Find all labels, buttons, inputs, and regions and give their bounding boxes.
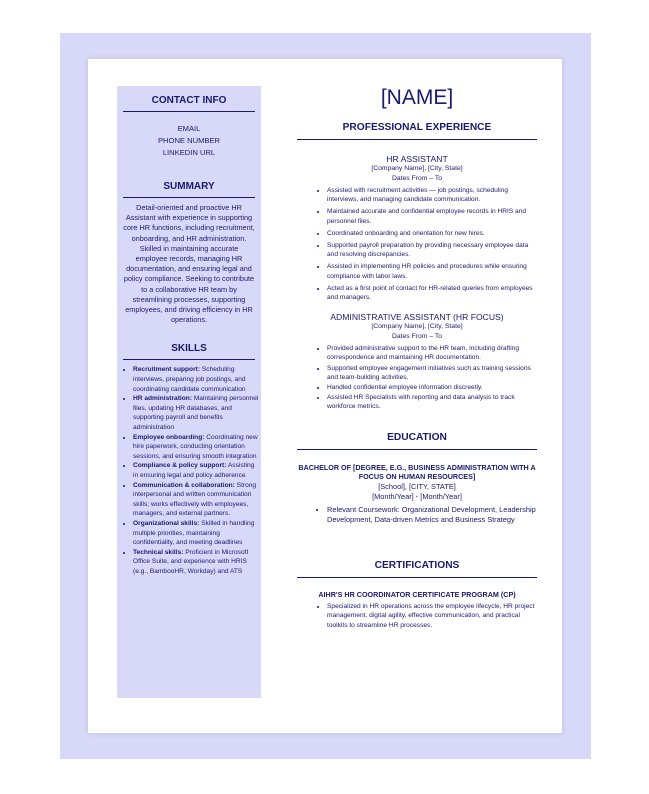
job-company: [Company Name], [City, State] — [371, 165, 463, 172]
summary-heading: SUMMARY — [163, 181, 215, 192]
job-bullet: • Assisted HR Specialists with reporting and data analysis to track workforce metrics. — [327, 393, 537, 411]
skill-text: Skilled in handling multiple priorities, maintaining confidentiality, and meeting deadlines — [133, 519, 255, 547]
certifications-heading: CERTIFICATIONS — [374, 560, 460, 572]
skill-text: Maintaining personnel files, updating HR databases, and supporting payroll and benefits administration — [133, 395, 259, 431]
contact-email: EMAIL — [177, 124, 201, 133]
job-bullets — [297, 186, 537, 302]
job-bullets — [297, 344, 537, 411]
skill-label: Compliance & policy support: — [133, 462, 227, 470]
skill-label: Employee onboarding: — [133, 433, 205, 441]
certificate-bullet: • Specialized in HR operations across the employee lifecycle, HR project management, digital agility, effective communication, and practical toolkits to streamline HR processes. — [327, 602, 537, 630]
skill-item — [133, 433, 261, 462]
education-bullets — [297, 505, 537, 525]
sidebar — [117, 86, 261, 698]
skill-label: Recruitment support: — [133, 366, 201, 374]
certificate-bullets — [297, 602, 537, 630]
skill-item — [133, 519, 261, 548]
summary-text: Detail-oriented and proactive HR Assistant with experience in supporting core HR functions, including recruitment, onboarding, and HR administration. Skilled in maintaining accurate employee records, managing HR documentation, and ensuring legal and policy compliance. Seeking to contribute to a collaborative HR team by streamlining processes, supporting employees, and driving efficiency in HR operations. — [123, 203, 255, 325]
job-bullet: • Coordinated onboarding and orientation for new hires. — [327, 229, 537, 238]
education-dates: [Month/Year] - [Month/Year] — [372, 491, 462, 501]
skill-text: Assisting in ensuring legal and policy adherence — [133, 462, 255, 479]
contact-heading: CONTACT INFO — [151, 95, 227, 106]
skill-item — [133, 365, 261, 394]
skills-heading: SKILLS — [171, 343, 207, 355]
skill-text: Coordinating new hire paperwork, conducting orientation sessions, and ensuring smooth integration — [133, 433, 258, 460]
school: [School], [CITY, STATE] — [378, 481, 456, 491]
job-bullet: • Maintained accurate and confidential employee records in HRIS and personnel files. — [327, 207, 537, 225]
job-bullet: • Acted as a first point of contact for HR-related queries from employees and managers. — [327, 284, 537, 302]
certificate-title: AIHR'S HR COORDINATOR CERTIFICATE PROGRAM (CP) — [318, 590, 516, 600]
resume-page — [88, 59, 562, 733]
skill-item — [133, 394, 261, 432]
skill-item — [133, 548, 261, 577]
degree-title: BACHELOR OF [DEGREE, E.G., BUSINESS ADMINISTRATION WITH A FOCUS ON HUMAN RESOURCES] — [298, 462, 536, 482]
education-bullet: • Relevant Coursework: Organizational Development, Leadership Development, Data-driven Metrics and Business Strategy — [327, 505, 537, 525]
job-bullet: • Supported employee engagement initiatives such as training sessions and team-building activities. — [327, 364, 537, 382]
skill-label: Technical skills: — [133, 548, 184, 556]
skill-item — [133, 461, 261, 480]
job-bullet: • Supported payroll preparation by providing necessary employee data and resolving discrepancies. — [327, 241, 537, 259]
job-bullet: • Assisted in implementing HR policies and procedures while ensuring compliance with labor laws. — [327, 262, 537, 280]
education-heading: EDUCATION — [387, 431, 447, 443]
job-company: [Company Name], [City, State] — [371, 323, 463, 331]
skill-text: Scheduling interviews, preparing job postings, and coordinating candidate communication — [133, 366, 246, 393]
skill-label: Organizational skills: — [133, 519, 200, 527]
contact-phone: PHONE NUMBER — [157, 136, 221, 145]
skill-text: Strong interpersonal and written communication skills; works effectively with employees, managers, and external partners. — [133, 481, 257, 518]
skill-text: Proficient in Microsoft Office Suite, and experience with HRIS (e.g., BambooHR, Workday) and ATS — [133, 548, 249, 575]
job-dates: Dates From – To — [391, 333, 443, 341]
skill-label: HR administration: — [133, 395, 192, 403]
main-column — [297, 86, 537, 633]
candidate-name: [NAME] — [380, 86, 454, 109]
experience-heading: PROFESSIONAL EXPERIENCE — [342, 122, 492, 133]
job-title: ADMINISTRATIVE ASSISTANT (HR FOCUS) — [330, 312, 504, 323]
job-dates: Dates From – To — [391, 175, 443, 182]
contact-linkedin: LINKEDIN URL — [162, 148, 216, 157]
job-title: HR ASSISTANT — [386, 154, 448, 164]
job-bullet: • Provided administrative support to the HR team, including drafting correspondence and maintaining HR documentation. — [327, 344, 537, 362]
job-bullet: • Handled confidential employee information discreetly. — [327, 383, 537, 392]
job-bullet: • Assisted with recruitment activities — job postings, scheduling interviews, and managing candidate communication. — [327, 186, 537, 204]
skills-list — [117, 365, 261, 576]
skill-label: Communication & collaboration: — [133, 481, 235, 489]
skill-item — [133, 481, 261, 519]
